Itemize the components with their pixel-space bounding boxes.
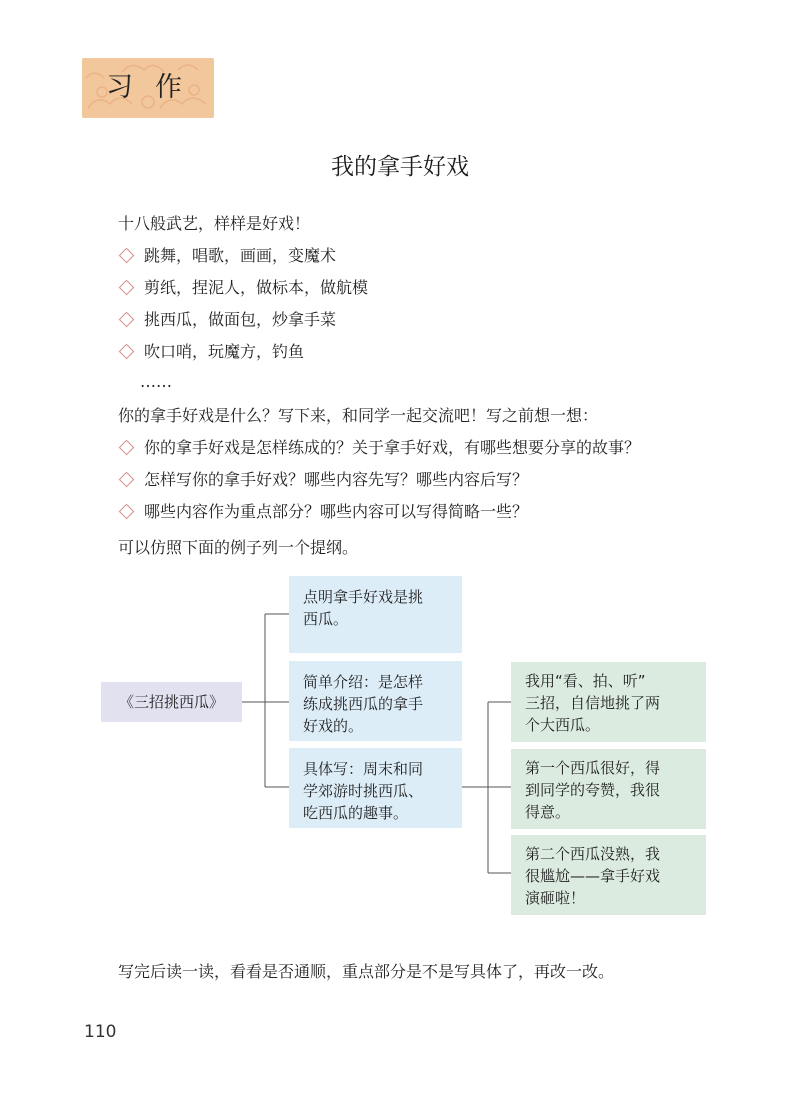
outline-point-intro: 点明拿手好戏是挑 西瓜。 bbox=[289, 576, 462, 653]
section-tag-label: 习作 bbox=[106, 72, 204, 103]
outline-point-background: 简单介绍：是怎样 练成挑西瓜的拿手 好戏的。 bbox=[289, 661, 462, 741]
ellipsis: …… bbox=[140, 372, 172, 391]
question-item: 哪些内容作为重点部分？哪些内容可以写得简略一些？ bbox=[118, 502, 528, 522]
activity-item: 跳舞，唱歌，画画，变魔术 bbox=[118, 246, 336, 266]
intro-text: 十八般武艺，样样是好戏！ bbox=[118, 214, 311, 233]
activity-item: 吹口哨，玩魔方，钓鱼 bbox=[118, 342, 304, 362]
outline-detail-2: 第一个西瓜很好，得 到同学的夸赞，我很 得意。 bbox=[511, 749, 706, 829]
outline-root: 《三招挑西瓜》 bbox=[101, 682, 242, 722]
outline-intro: 可以仿照下面的例子列一个提纲。 bbox=[118, 538, 359, 557]
page-number: 110 bbox=[84, 1022, 117, 1042]
activity-item: 挑西瓜，做面包，炒拿手菜 bbox=[118, 310, 336, 330]
outline-detail-3: 第二个西瓜没熟，我 很尴尬——拿手好戏 演砸啦！ bbox=[511, 835, 706, 915]
closing-text: 写完后读一读，看看是否通顺，重点部分是不是写具体了，再改一改。 bbox=[118, 962, 615, 981]
prompt-text: 你的拿手好戏是什么？写下来，和同学一起交流吧！写之前想一想： bbox=[118, 406, 599, 425]
page-title: 我的拿手好戏 bbox=[331, 154, 469, 180]
outline-point-detail: 具体写：周末和同 学郊游时挑西瓜、 吃西瓜的趣事。 bbox=[289, 748, 462, 828]
activity-item: 剪纸，捏泥人，做标本，做航模 bbox=[118, 278, 368, 298]
outline-detail-1: 我用“看、拍、听” 三招，自信地挑了两 个大西瓜。 bbox=[511, 662, 706, 742]
question-item: 你的拿手好戏是怎样练成的？关于拿手好戏，有哪些想要分享的故事？ bbox=[118, 438, 640, 458]
question-item: 怎样写你的拿手好戏？哪些内容先写？哪些内容后写？ bbox=[118, 470, 528, 490]
